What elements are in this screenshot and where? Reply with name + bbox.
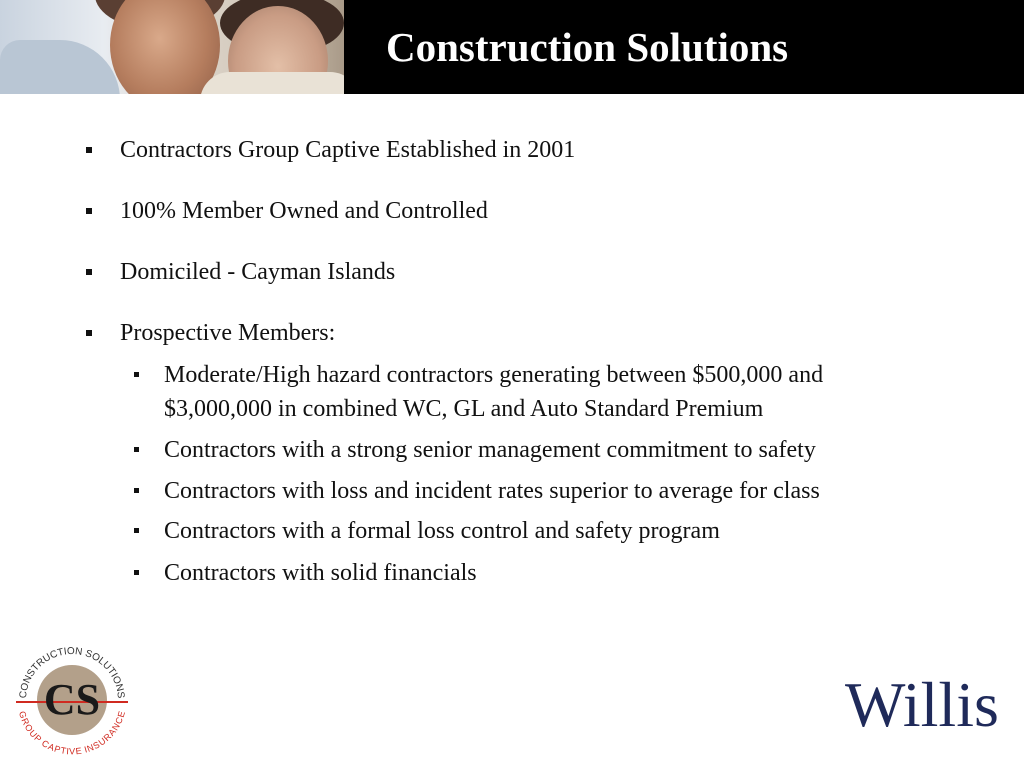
photo-shape	[110, 0, 220, 94]
willis-logo	[845, 664, 1003, 736]
bullet-marker	[134, 528, 139, 533]
sub-bullet-text: Contractors with a formal loss control and safety program	[164, 518, 720, 544]
bullet-text: Domiciled - Cayman Islands	[120, 259, 396, 285]
bullet-marker	[134, 488, 139, 493]
bullet-marker	[134, 447, 139, 452]
slide-header	[0, 0, 1024, 94]
bullet-text: Contractors Group Captive Established in 2001	[120, 137, 576, 163]
bullet-marker	[86, 330, 92, 336]
logo-top-text: CONSTRUCTION SOLUTIONS	[17, 645, 127, 699]
bullet-marker	[134, 372, 139, 377]
photo-shape	[200, 72, 344, 94]
construction-solutions-logo	[12, 640, 132, 760]
bullet-marker	[134, 570, 139, 575]
header-photo	[0, 0, 344, 94]
sub-bullet-text: Contractors with solid financials	[164, 560, 477, 586]
bullet-text: 100% Member Owned and Controlled	[120, 198, 488, 224]
bullet-marker	[86, 147, 92, 153]
sub-bullet-text: Contractors with loss and incident rates superior to average for class	[164, 478, 820, 504]
bullet-text: Prospective Members:	[120, 320, 336, 346]
logo-monogram: CS	[43, 675, 101, 724]
willis-wordmark: Willis	[845, 669, 999, 736]
bullet-marker	[86, 269, 92, 275]
sub-bullet-text: Contractors with a strong senior management commitment to safety	[164, 437, 816, 463]
logo-bottom-text: GROUP CAPTIVE INSURANCE	[16, 709, 128, 757]
sub-bullet-text-line2: $3,000,000 in combined WC, GL and Auto Standard Premium	[164, 396, 764, 422]
slide-title: Construction Solutions	[386, 24, 789, 70]
photo-shape	[0, 40, 120, 94]
bullet-marker	[86, 208, 92, 214]
sub-bullet-text-line1: Moderate/High hazard contractors generating between $500,000 and	[164, 362, 824, 388]
